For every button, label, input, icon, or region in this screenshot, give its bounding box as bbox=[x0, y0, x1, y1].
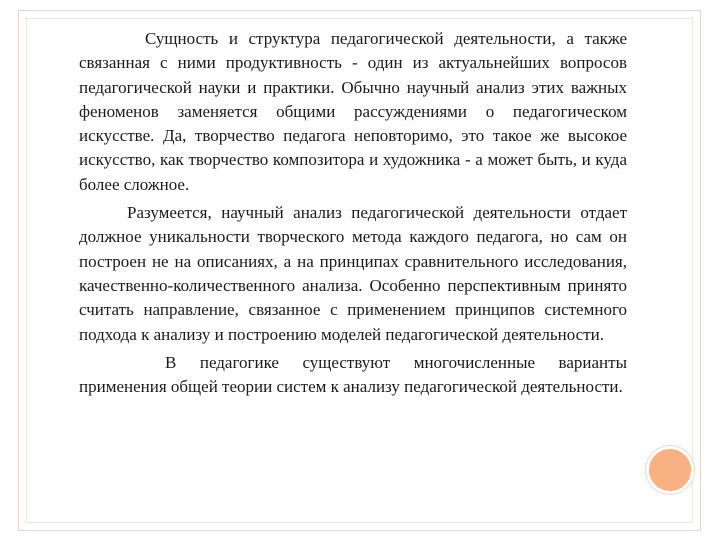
paragraph-2: Разумеется, научный анализ педагогической деятельности отдает должное уникальности творческого метода каждого педагога, но сам он построен не на описаниях, а на принципах сравнительного исследования, качественно-количественного анализа. Особенно перспективным принято считать направление, связанное с применением принципов системного подхода к анализу и построению моделей педагогической деятельности. bbox=[79, 203, 627, 344]
decorative-circle-icon bbox=[646, 446, 694, 494]
paragraph-1: Сущность и структура педагогической деятельности, а также связанная с ними продуктивность - один из актуальнейших вопросов педагогической науки и практики. Обычно научный анализ этих важных феноменов заменяется общими рассуждениями о педагогическом искусстве. Да, творчество педагога неповторимо, это такое же высокое искусство, как творчество композитора и художника - а может быть, и куда более сложное. bbox=[79, 29, 627, 194]
paragraph-3: В педагогике существуют многочисленные варианты применения общей теории систем к анализу педагогической деятельности. bbox=[79, 352, 627, 397]
slide-body-text bbox=[79, 27, 627, 403]
